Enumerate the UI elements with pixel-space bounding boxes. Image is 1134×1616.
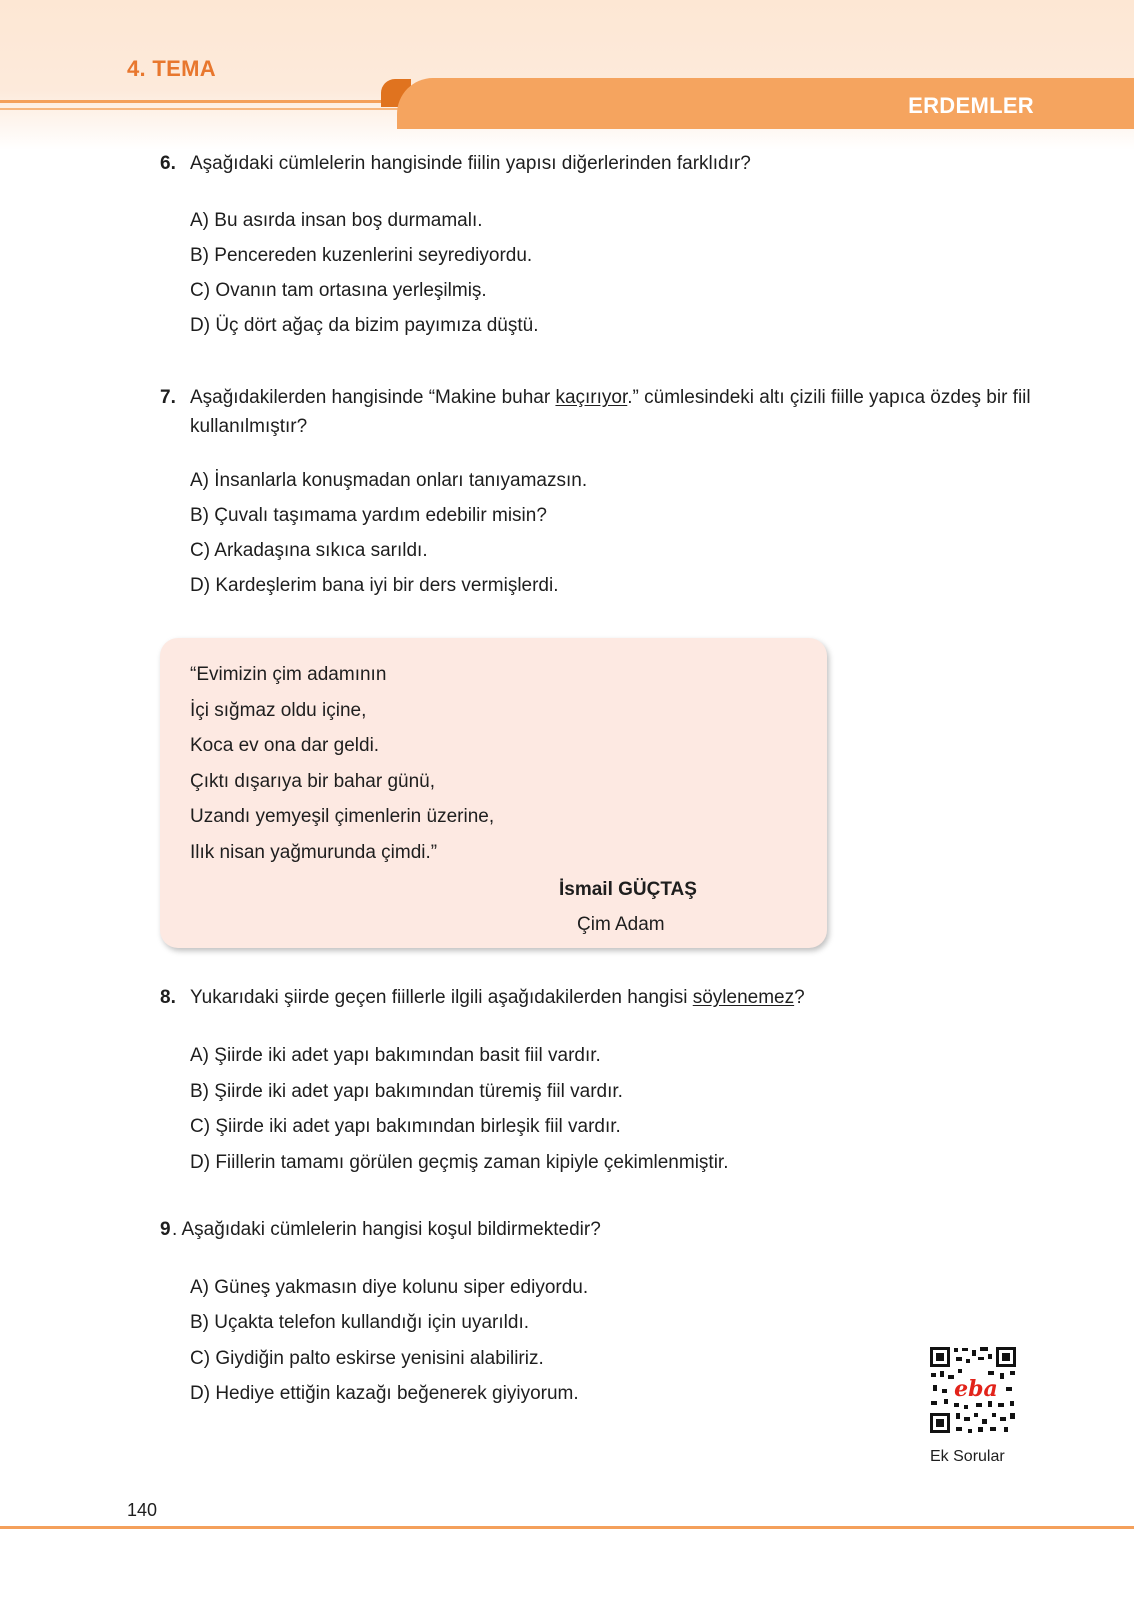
question-number: 6. [160, 153, 176, 174]
poem-author: İsmail GÜÇTAŞ [559, 879, 697, 900]
poem-line: Ilık nisan yağmurunda çimdi.” [190, 842, 438, 863]
poem-title: Çim Adam [577, 914, 665, 935]
option-b: B) Çuvalı taşımama yardım edebilir misin? [190, 505, 547, 526]
option-d: D) Kardeşlerim bana iyi bir ders vermişlerdi. [190, 575, 559, 596]
footer-rule [0, 1526, 1134, 1529]
option-c: C) Şiirde iki adet yapı bakımından birleşik fiil vardır. [190, 1116, 621, 1137]
option-b: B) Pencereden kuzenlerini seyrediyordu. [190, 245, 533, 266]
question-number: 7. [160, 387, 176, 408]
option-d: D) Fiillerin tamamı görülen geçmiş zaman kipiyle çekimlenmiştir. [190, 1152, 729, 1173]
eba-logo-text: eba [954, 1376, 998, 1402]
question-stem: . Aşağıdaki cümlelerin hangisi koşul bildirmektedir? [172, 1219, 601, 1240]
question-stem: Aşağıdaki cümlelerin hangisinde fiilin yapısı diğerlerinden farklıdır? [190, 153, 751, 174]
option-a: A) Şiirde iki adet yapı bakımından basit fiil vardır. [190, 1045, 601, 1066]
qr-code-icon[interactable] [928, 1345, 1018, 1435]
option-a: A) Güneş yakmasın diye kolunu siper ediyordu. [190, 1277, 589, 1298]
underlined-word: söylenemez [692, 987, 795, 1008]
question-stem: Aşağıdakilerden hangisinde “Makine buhar kaçırıyor.” cümlesindeki altı çizili fiille yapıca özdeş bir fiil kullanılmıştır? [190, 387, 1031, 437]
qr-label: Ek Sorular [930, 1448, 1005, 1465]
option-a: A) İnsanlarla konuşmadan onları tanıyamazsın. [190, 470, 588, 491]
question-8 [160, 983, 1040, 1012]
poem-line: Uzandı yemyeşil çimenlerin üzerine, [190, 806, 495, 827]
option-c: C) Ovanın tam ortasına yerleşilmiş. [190, 280, 487, 301]
option-b: B) Şiirde iki adet yapı bakımından türemiş fiil vardır. [190, 1081, 623, 1102]
header-rule-thin [0, 108, 400, 110]
option-b: B) Uçakta telefon kullandığı için uyarıldı. [190, 1312, 530, 1333]
section-title: ERDEMLER [908, 93, 1034, 118]
option-d: D) Hediye ettiğin kazağı beğenerek giyiyorum. [190, 1383, 579, 1404]
question-7 [160, 383, 1040, 441]
underlined-verb: kaçırıyor [555, 387, 628, 408]
page-number: 140 [127, 1500, 158, 1520]
option-a: A) Bu asırda insan boş durmamalı. [190, 210, 483, 231]
poem-line: İçi sığmaz oldu içine, [190, 700, 367, 721]
poem-line: “Evimizin çim adamının [190, 664, 387, 685]
theme-title: 4. TEMA [127, 56, 216, 81]
option-d: D) Üç dört ağaç da bizim payımıza düştü. [190, 315, 539, 336]
option-c: C) Arkadaşına sıkıca sarıldı. [190, 540, 428, 561]
question-number: 8. [160, 987, 176, 1008]
header-rule [0, 100, 400, 103]
poem-line: Koca ev ona dar geldi. [190, 735, 380, 756]
option-c: C) Giydiğin palto eskirse yenisini alabiliriz. [190, 1348, 544, 1369]
question-6 [160, 149, 1040, 178]
question-number: 9 [160, 1219, 171, 1240]
question-9 [160, 1215, 1040, 1244]
poem-line: Çıktı dışarıya bir bahar günü, [190, 771, 436, 792]
question-stem: Yukarıdaki şiirde geçen fiillerle ilgili aşağıdakilerden hangisi söylenemez? [190, 987, 805, 1008]
